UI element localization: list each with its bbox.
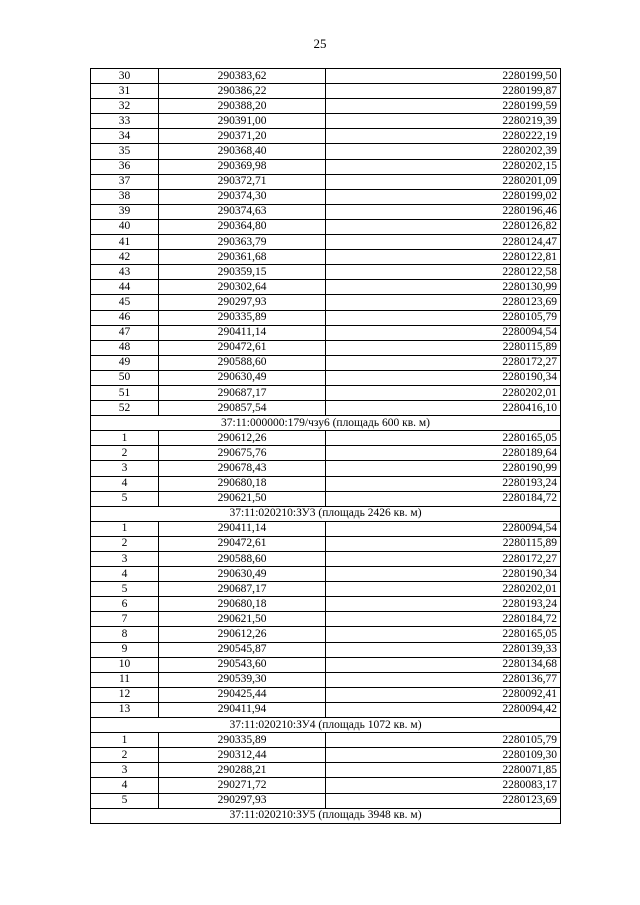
table-row xyxy=(91,778,561,793)
y-coordinate-cell: 2280190,34 xyxy=(326,567,561,582)
section-header-row xyxy=(91,808,561,823)
x-coordinate-cell: 290411,94 xyxy=(159,702,326,717)
section-header-row xyxy=(91,416,561,431)
table-row xyxy=(91,627,561,642)
point-number-cell: 45 xyxy=(91,295,159,310)
table-row xyxy=(91,536,561,551)
y-coordinate-cell: 2280115,89 xyxy=(326,340,561,355)
table-row xyxy=(91,250,561,265)
y-coordinate-cell: 2280130,99 xyxy=(326,280,561,295)
x-coordinate-cell: 290545,87 xyxy=(159,642,326,657)
point-number-cell: 10 xyxy=(91,657,159,672)
point-number-cell: 8 xyxy=(91,627,159,642)
y-coordinate-cell: 2280122,58 xyxy=(326,265,561,280)
point-number-cell: 34 xyxy=(91,129,159,144)
x-coordinate-cell: 290630,49 xyxy=(159,370,326,385)
y-coordinate-cell: 2280071,85 xyxy=(326,763,561,778)
table-row xyxy=(91,401,561,416)
x-coordinate-cell: 290383,62 xyxy=(159,69,326,84)
point-number-cell: 31 xyxy=(91,84,159,99)
point-number-cell: 48 xyxy=(91,340,159,355)
table-row xyxy=(91,642,561,657)
table-row xyxy=(91,189,561,204)
table-row xyxy=(91,99,561,114)
point-number-cell: 43 xyxy=(91,265,159,280)
point-number-cell: 3 xyxy=(91,552,159,567)
y-coordinate-cell: 2280202,15 xyxy=(326,159,561,174)
y-coordinate-cell: 2280122,81 xyxy=(326,250,561,265)
point-number-cell: 4 xyxy=(91,476,159,491)
x-coordinate-cell: 290369,98 xyxy=(159,159,326,174)
table-row xyxy=(91,597,561,612)
y-coordinate-cell: 2280134,68 xyxy=(326,657,561,672)
y-coordinate-cell: 2280139,33 xyxy=(326,642,561,657)
section-title: 37:11:020210:ЗУ4 (площадь 1072 кв. м) xyxy=(91,718,561,733)
x-coordinate-cell: 290588,60 xyxy=(159,355,326,370)
x-coordinate-cell: 290297,93 xyxy=(159,793,326,808)
point-number-cell: 52 xyxy=(91,401,159,416)
point-number-cell: 3 xyxy=(91,763,159,778)
table-row xyxy=(91,521,561,536)
point-number-cell: 2 xyxy=(91,446,159,461)
point-number-cell: 3 xyxy=(91,461,159,476)
point-number-cell: 36 xyxy=(91,159,159,174)
y-coordinate-cell: 2280199,02 xyxy=(326,189,561,204)
y-coordinate-cell: 2280083,17 xyxy=(326,778,561,793)
point-number-cell: 35 xyxy=(91,144,159,159)
x-coordinate-cell: 290425,44 xyxy=(159,687,326,702)
y-coordinate-cell: 2280094,54 xyxy=(326,521,561,536)
y-coordinate-cell: 2280202,01 xyxy=(326,582,561,597)
table-row xyxy=(91,385,561,400)
table-row xyxy=(91,446,561,461)
x-coordinate-cell: 290312,44 xyxy=(159,748,326,763)
table-row xyxy=(91,793,561,808)
table-row xyxy=(91,219,561,234)
table-row xyxy=(91,325,561,340)
x-coordinate-cell: 290630,49 xyxy=(159,567,326,582)
table-row xyxy=(91,174,561,189)
page-number: 25 xyxy=(313,36,327,51)
table-row xyxy=(91,552,561,567)
y-coordinate-cell: 2280094,54 xyxy=(326,325,561,340)
point-number-cell: 5 xyxy=(91,491,159,506)
point-number-cell: 32 xyxy=(91,99,159,114)
y-coordinate-cell: 2280190,99 xyxy=(326,461,561,476)
y-coordinate-cell: 2280199,59 xyxy=(326,99,561,114)
x-coordinate-cell: 290687,17 xyxy=(159,582,326,597)
y-coordinate-cell: 2280199,50 xyxy=(326,69,561,84)
section-header-row xyxy=(91,506,561,521)
y-coordinate-cell: 2280199,87 xyxy=(326,84,561,99)
table-row xyxy=(91,612,561,627)
table-row xyxy=(91,69,561,84)
x-coordinate-cell: 290335,89 xyxy=(159,310,326,325)
table-row xyxy=(91,476,561,491)
table-row xyxy=(91,582,561,597)
coordinates-table xyxy=(90,68,561,824)
section-title: 37:11:000000:179/чзу6 (площадь 600 кв. м) xyxy=(91,416,561,431)
section-header-row xyxy=(91,718,561,733)
y-coordinate-cell: 2280105,79 xyxy=(326,733,561,748)
point-number-cell: 12 xyxy=(91,687,159,702)
table-row xyxy=(91,567,561,582)
point-number-cell: 39 xyxy=(91,204,159,219)
table-row xyxy=(91,748,561,763)
point-number-cell: 1 xyxy=(91,733,159,748)
y-coordinate-cell: 2280202,01 xyxy=(326,385,561,400)
x-coordinate-cell: 290335,89 xyxy=(159,733,326,748)
point-number-cell: 11 xyxy=(91,672,159,687)
y-coordinate-cell: 2280092,41 xyxy=(326,687,561,702)
point-number-cell: 4 xyxy=(91,778,159,793)
x-coordinate-cell: 290391,00 xyxy=(159,114,326,129)
x-coordinate-cell: 290271,72 xyxy=(159,778,326,793)
y-coordinate-cell: 2280416,10 xyxy=(326,401,561,416)
point-number-cell: 5 xyxy=(91,582,159,597)
y-coordinate-cell: 2280219,39 xyxy=(326,114,561,129)
y-coordinate-cell: 2280222,19 xyxy=(326,129,561,144)
x-coordinate-cell: 290371,20 xyxy=(159,129,326,144)
y-coordinate-cell: 2280184,72 xyxy=(326,612,561,627)
point-number-cell: 40 xyxy=(91,219,159,234)
point-number-cell: 5 xyxy=(91,793,159,808)
point-number-cell: 6 xyxy=(91,597,159,612)
point-number-cell: 2 xyxy=(91,536,159,551)
x-coordinate-cell: 290302,64 xyxy=(159,280,326,295)
y-coordinate-cell: 2280196,46 xyxy=(326,204,561,219)
point-number-cell: 49 xyxy=(91,355,159,370)
x-coordinate-cell: 290680,18 xyxy=(159,476,326,491)
table-row xyxy=(91,114,561,129)
x-coordinate-cell: 290612,26 xyxy=(159,627,326,642)
y-coordinate-cell: 2280202,39 xyxy=(326,144,561,159)
table-row xyxy=(91,702,561,717)
table-row xyxy=(91,295,561,310)
x-coordinate-cell: 290363,79 xyxy=(159,235,326,250)
point-number-cell: 51 xyxy=(91,385,159,400)
point-number-cell: 1 xyxy=(91,521,159,536)
y-coordinate-cell: 2280123,69 xyxy=(326,295,561,310)
x-coordinate-cell: 290621,50 xyxy=(159,491,326,506)
point-number-cell: 41 xyxy=(91,235,159,250)
y-coordinate-cell: 2280115,89 xyxy=(326,536,561,551)
x-coordinate-cell: 290374,30 xyxy=(159,189,326,204)
point-number-cell: 42 xyxy=(91,250,159,265)
table-row xyxy=(91,235,561,250)
table-row xyxy=(91,355,561,370)
x-coordinate-cell: 290297,93 xyxy=(159,295,326,310)
x-coordinate-cell: 290411,14 xyxy=(159,521,326,536)
x-coordinate-cell: 290539,30 xyxy=(159,672,326,687)
x-coordinate-cell: 290621,50 xyxy=(159,612,326,627)
y-coordinate-cell: 2280190,34 xyxy=(326,370,561,385)
table-row xyxy=(91,144,561,159)
x-coordinate-cell: 290368,40 xyxy=(159,144,326,159)
x-coordinate-cell: 290374,63 xyxy=(159,204,326,219)
table-row xyxy=(91,370,561,385)
table-row xyxy=(91,733,561,748)
x-coordinate-cell: 290543,60 xyxy=(159,657,326,672)
point-number-cell: 38 xyxy=(91,189,159,204)
y-coordinate-cell: 2280123,69 xyxy=(326,793,561,808)
x-coordinate-cell: 290359,15 xyxy=(159,265,326,280)
x-coordinate-cell: 290388,20 xyxy=(159,99,326,114)
y-coordinate-cell: 2280189,64 xyxy=(326,446,561,461)
y-coordinate-cell: 2280172,27 xyxy=(326,355,561,370)
x-coordinate-cell: 290675,76 xyxy=(159,446,326,461)
point-number-cell: 37 xyxy=(91,174,159,189)
x-coordinate-cell: 290361,68 xyxy=(159,250,326,265)
y-coordinate-cell: 2280105,79 xyxy=(326,310,561,325)
x-coordinate-cell: 290472,61 xyxy=(159,340,326,355)
table-row xyxy=(91,431,561,446)
point-number-cell: 46 xyxy=(91,310,159,325)
table-row xyxy=(91,687,561,702)
table-row xyxy=(91,84,561,99)
point-number-cell: 7 xyxy=(91,612,159,627)
point-number-cell: 1 xyxy=(91,431,159,446)
y-coordinate-cell: 2280165,05 xyxy=(326,627,561,642)
x-coordinate-cell: 290372,71 xyxy=(159,174,326,189)
x-coordinate-cell: 290687,17 xyxy=(159,385,326,400)
point-number-cell: 33 xyxy=(91,114,159,129)
coordinates-table-body xyxy=(91,69,561,824)
table-row xyxy=(91,129,561,144)
table-row xyxy=(91,310,561,325)
y-coordinate-cell: 2280165,05 xyxy=(326,431,561,446)
point-number-cell: 44 xyxy=(91,280,159,295)
table-row xyxy=(91,763,561,778)
table-row xyxy=(91,159,561,174)
x-coordinate-cell: 290857,54 xyxy=(159,401,326,416)
x-coordinate-cell: 290364,80 xyxy=(159,219,326,234)
point-number-cell: 30 xyxy=(91,69,159,84)
table-row xyxy=(91,672,561,687)
y-coordinate-cell: 2280094,42 xyxy=(326,702,561,717)
y-coordinate-cell: 2280126,82 xyxy=(326,219,561,234)
section-title: 37:11:020210:ЗУ3 (площадь 2426 кв. м) xyxy=(91,506,561,521)
y-coordinate-cell: 2280136,77 xyxy=(326,672,561,687)
y-coordinate-cell: 2280193,24 xyxy=(326,476,561,491)
y-coordinate-cell: 2280172,27 xyxy=(326,552,561,567)
table-row xyxy=(91,204,561,219)
point-number-cell: 13 xyxy=(91,702,159,717)
x-coordinate-cell: 290386,22 xyxy=(159,84,326,99)
y-coordinate-cell: 2280109,30 xyxy=(326,748,561,763)
x-coordinate-cell: 290472,61 xyxy=(159,536,326,551)
section-title: 37:11:020210:ЗУ5 (площадь 3948 кв. м) xyxy=(91,808,561,823)
point-number-cell: 4 xyxy=(91,567,159,582)
y-coordinate-cell: 2280124,47 xyxy=(326,235,561,250)
point-number-cell: 2 xyxy=(91,748,159,763)
point-number-cell: 9 xyxy=(91,642,159,657)
y-coordinate-cell: 2280184,72 xyxy=(326,491,561,506)
x-coordinate-cell: 290680,18 xyxy=(159,597,326,612)
y-coordinate-cell: 2280193,24 xyxy=(326,597,561,612)
x-coordinate-cell: 290612,26 xyxy=(159,431,326,446)
y-coordinate-cell: 2280201,09 xyxy=(326,174,561,189)
x-coordinate-cell: 290411,14 xyxy=(159,325,326,340)
point-number-cell: 47 xyxy=(91,325,159,340)
point-number-cell: 50 xyxy=(91,370,159,385)
table-row xyxy=(91,657,561,672)
table-row xyxy=(91,461,561,476)
x-coordinate-cell: 290678,43 xyxy=(159,461,326,476)
table-row xyxy=(91,340,561,355)
x-coordinate-cell: 290588,60 xyxy=(159,552,326,567)
x-coordinate-cell: 290288,21 xyxy=(159,763,326,778)
table-row xyxy=(91,491,561,506)
table-row xyxy=(91,265,561,280)
table-row xyxy=(91,280,561,295)
